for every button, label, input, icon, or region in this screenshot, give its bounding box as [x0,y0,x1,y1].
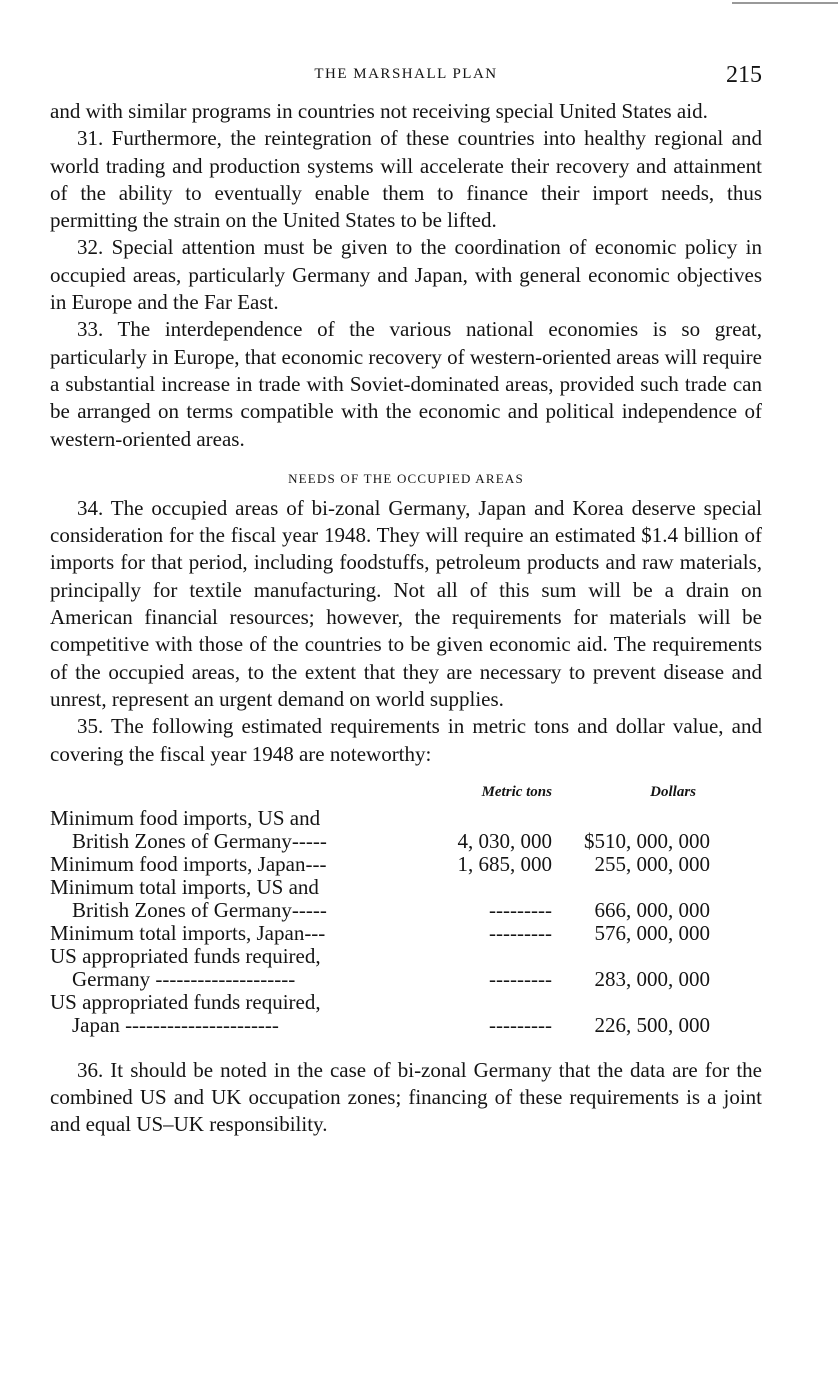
table-row [50,922,762,945]
corner-rule [732,2,838,4]
paragraph-33: 33. The interdependence of the various national economies is so great, particularly in Europe, that economic recovery of western-oriented areas will require a substantial increase in trade with Soviet-dominated areas, provided such trade can be arranged on terms compatible with the economic and political independence of western-oriented areas. [50,317,762,451]
row-label-line1: US appropriated funds required, [50,943,321,968]
row-dollars: 226, 500, 000 [594,1012,710,1037]
paragraph-32: 32. Special attention must be given to the coordination of economic policy in occupied areas, particularly Germany and Japan, with general economic objectives in Europe and the Far East. [50,235,762,315]
table-header-row [50,784,762,807]
page-number: 215 [726,62,762,88]
paragraph-34: 34. The occupied areas of bi-zonal Germany, Japan and Korea deserve special consideration for the fiscal year 1948. They will require an estimated $1.4 billion of imports for that period, including foodstuffs, petroleum products and raw materials, principally for textile manufacturing. Not all of this sum will be a drain on American financial resources; however, the requirements for materials will be competitive with those of the countries to be given economic aid. The requirements of the occupied areas, to the extent that they are necessary to prevent disease and unrest, represent an urgent demand on world supplies. [50,495,762,711]
table-row [50,853,762,876]
row-label [50,876,447,922]
running-title: THE MARSHALL PLAN [314,66,498,82]
row-label-line1: Minimum food imports, US and [50,805,321,830]
row-label-line2: Germany -------------------- [72,966,296,991]
metric-tons-header: Metric tons [481,783,552,800]
dollars-header: Dollars [650,783,696,800]
row-label [50,945,447,991]
requirements-table [50,784,762,1037]
row-label-line2: British Zones of Germany----- [72,897,327,922]
paragraph-31: 31. Furthermore, the reintegration of these countries into healthy regional and world trading and production systems will accelerate their recovery and attainment of the ability to eventually enable them to finance their import needs, thus permitting the strain on the United States to be lifted. [50,126,762,233]
paragraph-35: 35. The following estimated requirements in metric tons and dollar value, and covering the fiscal year 1948 are noteworthy: [50,714,762,766]
paragraph-36: 36. It should be noted in the case of bi-zonal Germany that the data are for the combined US and UK occupation zones; financing of these requirements is a joint and equal US–UK responsibility. [50,1057,762,1137]
table-row [50,807,762,853]
row-dollars: 255, 000, 000 [594,851,710,876]
book-page [50,58,762,1139]
table-row [50,991,762,1037]
row-tons: 4, 030, 000 [457,828,552,853]
paragraph-continuation: and with similar programs in countries not receiving special United States aid. [50,99,708,123]
row-tons: --------- [489,1012,552,1037]
row-label-line2: British Zones of Germany----- [72,828,327,853]
row-label-line1: Minimum total imports, US and [50,874,319,899]
row-tons: --------- [489,966,552,991]
row-label-line1: Minimum food imports, Japan--- [50,851,327,876]
row-label-line2: Japan ---------------------- [72,1012,279,1037]
row-label-line1: US appropriated funds required, [50,989,321,1014]
row-tons: --------- [489,920,552,945]
row-dollars: 576, 000, 000 [594,920,710,945]
section-heading: NEEDS OF THE OCCUPIED AREAS [288,470,524,486]
table-row [50,876,762,922]
row-dollars: $510, 000, 000 [584,828,710,853]
row-dollars: 666, 000, 000 [594,897,710,922]
blank-header [50,784,447,807]
row-label [50,922,447,945]
row-label [50,853,447,876]
row-label [50,991,447,1037]
table-row [50,945,762,991]
row-tons: 1, 685, 000 [457,851,552,876]
row-dollars: 283, 000, 000 [594,966,710,991]
page-header [50,58,762,98]
row-tons: --------- [489,897,552,922]
row-label-line1: Minimum total imports, Japan--- [50,920,326,945]
row-label [50,807,447,853]
